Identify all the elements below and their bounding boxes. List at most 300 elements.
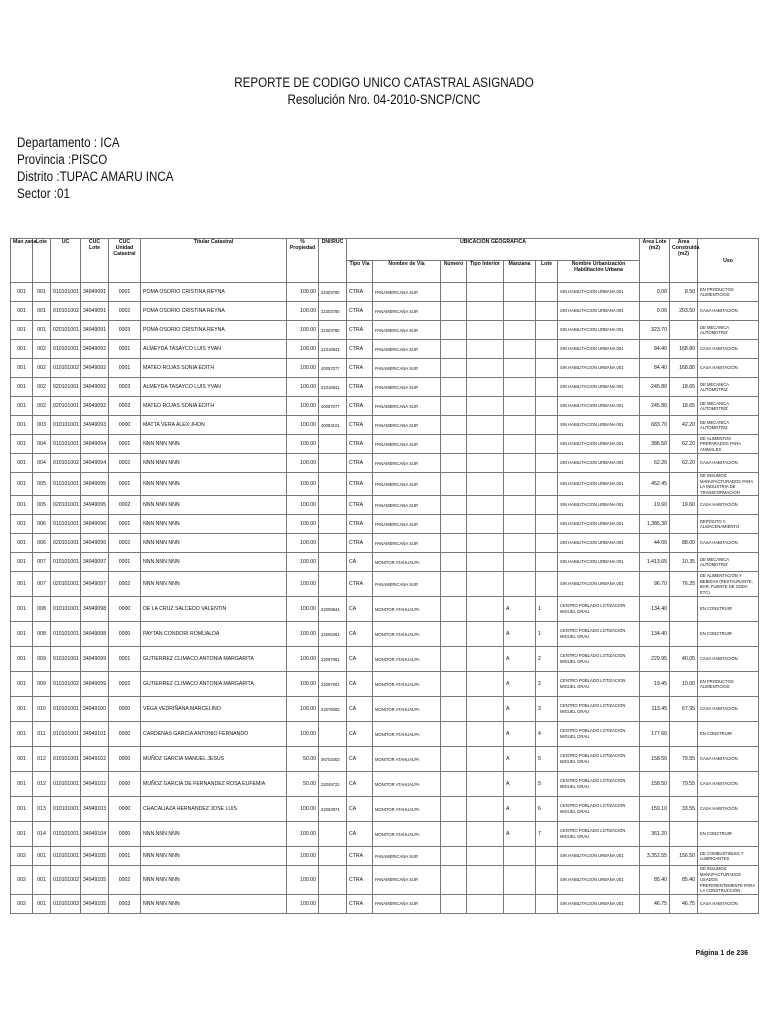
cell-tipo-via: CTRA [347, 340, 373, 359]
cell-urbanizacion: CENTRO POBLADO LOTIZACION MIGUEL GRAU [558, 647, 640, 672]
cell-nombre-via: PANAMERICANA SUR [373, 866, 441, 895]
cell-propiedad: 100.00 [287, 797, 319, 822]
cell-cuc-lote: 34949099 [81, 672, 109, 697]
cell-propiedad: 100.00 [287, 397, 319, 416]
cell-urbanizacion: CENTRO POBLADO LOTIZACION MIGUEL GRAU [558, 747, 640, 772]
cell-area-construida: 88.00 [670, 534, 698, 553]
cell-manzana: 001 [11, 597, 33, 622]
cell-tipo-via: CTRA [347, 321, 373, 340]
cell-urbanizacion: CENTRO POBLADO LOTIZACION MIGUEL GRAU [558, 822, 640, 847]
cell-numero [441, 822, 467, 847]
cell-propiedad: 100.00 [287, 847, 319, 866]
cell-titular: NNN NNN NNN [141, 822, 287, 847]
cell-area-construida: 40.05 [670, 647, 698, 672]
cell-dniruc [319, 473, 347, 496]
cell-numero [441, 496, 467, 515]
cell-numero [441, 378, 467, 397]
cell-titular: MATEO ROJAS SONIA EDITH [141, 397, 287, 416]
cell-uso: CASA HABITACIÓN [698, 797, 759, 822]
cell-numero [441, 553, 467, 572]
cell-manzana: 001 [11, 672, 33, 697]
cell-manzana2: A [504, 622, 536, 647]
cell-dniruc: 40057077 [319, 359, 347, 378]
col-tipo-interior: Tipo Interior [467, 261, 504, 283]
cell-titular: POMA OSORIO CRISTINA REYNA [141, 302, 287, 321]
cell-cuc-unidad: 0000 [109, 722, 141, 747]
cell-area-lote: 0.00 [640, 283, 670, 302]
cell-propiedad: 100.00 [287, 822, 319, 847]
cell-lote: 012 [33, 747, 51, 772]
cell-urbanizacion: SIN HABILITACION URBANA 001 [558, 416, 640, 435]
cell-uc: 020101001 [51, 378, 81, 397]
cell-numero [441, 647, 467, 672]
cell-tipo-interior [467, 847, 504, 866]
cell-propiedad: 100.00 [287, 597, 319, 622]
cell-propiedad: 100.00 [287, 321, 319, 340]
col-uso: Uso [698, 239, 759, 283]
cell-uso: DE MECANICA AUTOMOTRIZ [698, 553, 759, 572]
cell-lote2 [536, 454, 558, 473]
cell-lote: 001 [33, 283, 51, 302]
cell-numero [441, 515, 467, 534]
cell-lote2 [536, 866, 558, 895]
table-row [11, 496, 759, 515]
cell-area-lote: 96.70 [640, 572, 670, 597]
cell-area-construida [670, 822, 698, 847]
cell-urbanizacion: SIN HABILITACION URBANA 001 [558, 435, 640, 454]
cell-tipo-interior [467, 515, 504, 534]
cell-numero [441, 572, 467, 597]
cell-cuc-unidad: 0000 [109, 622, 141, 647]
cell-tipo-interior [467, 894, 504, 913]
cell-uso: DE ALIMENTACIÓN Y BEBIDAS (RESTAURANTE, BAR, FUENTE DE SODA ETC) [698, 572, 759, 597]
cell-area-lote: 159.10 [640, 797, 670, 822]
cell-lote: 013 [33, 797, 51, 822]
provincia-label: Provincia :PISCO [17, 152, 108, 167]
cell-titular: VEGA VEDRIÑANA MARCELINO [141, 697, 287, 722]
cell-manzana: 001 [11, 302, 33, 321]
col-lote-2: Lote [536, 261, 558, 283]
cell-tipo-via: CTRA [347, 435, 373, 454]
cell-manzana: 001 [11, 722, 33, 747]
cell-dniruc: 40057077 [319, 397, 347, 416]
cell-lote2 [536, 340, 558, 359]
cell-uso: CASA HABITACIÓN [698, 697, 759, 722]
cell-uso: EN PRODUCTOS ALIMENTICIOS [698, 672, 759, 697]
cell-dniruc [319, 572, 347, 597]
cell-urbanizacion: SIN HABILITACION URBANA 001 [558, 515, 640, 534]
cell-cuc-lote: 34949092 [81, 378, 109, 397]
cell-tipo-interior [467, 722, 504, 747]
cell-nombre-via: PANAMERICANA SUR [373, 496, 441, 515]
cell-manzana: 001 [11, 647, 33, 672]
cell-uso: DE ALIMENTOS PREPARADOS PARA ANIMALES [698, 435, 759, 454]
cell-manzana: 002 [11, 894, 33, 913]
cell-uc: 010101002 [51, 359, 81, 378]
cell-tipo-via: CTRA [347, 496, 373, 515]
cell-manzana: 001 [11, 747, 33, 772]
cell-urbanizacion: SIN HABILITACION URBANA 001 [558, 397, 640, 416]
cell-lote: 009 [33, 647, 51, 672]
cell-propiedad: 50.00 [287, 747, 319, 772]
cell-propiedad: 100.00 [287, 697, 319, 722]
cell-area-lote: 452.45 [640, 473, 670, 496]
cell-titular: NNN NNN NNN [141, 454, 287, 473]
cell-uso: CASA HABITACIÓN [698, 747, 759, 772]
cell-nombre-via: MONITOR ATAHUALPA [373, 772, 441, 797]
cell-lote2 [536, 572, 558, 597]
cell-cuc-lote: 34949104 [81, 822, 109, 847]
cell-urbanizacion: SIN HABILITACION URBANA 001 [558, 340, 640, 359]
cell-uso: CASA HABITACIÓN [698, 454, 759, 473]
cell-manzana2: A [504, 822, 536, 847]
cell-tipo-via: CTRA [347, 454, 373, 473]
cell-area-lote: 46.75 [640, 894, 670, 913]
cell-urbanizacion: SIN HABILITACION URBANA 001 [558, 553, 640, 572]
cell-manzana: 001 [11, 772, 33, 797]
cell-uso: DE INSUMOS MANUFACTURADOS PARA LA INDUSTRIA DE TRANSFORMACIÓN [698, 473, 759, 496]
cell-cuc-lote: 34949092 [81, 340, 109, 359]
cell-cuc-unidad: 0000 [109, 747, 141, 772]
cell-uso: EN CONSTRUIR [698, 722, 759, 747]
table-row [11, 397, 759, 416]
cell-urbanizacion: SIN HABILITACION URBANA 001 [558, 454, 640, 473]
cell-area-construida: 18.65 [670, 397, 698, 416]
cell-nombre-via: MONITOR ATAHUALPA [373, 822, 441, 847]
cell-cuc-unidad: 0001 [109, 647, 141, 672]
cell-tipo-via: CA [347, 597, 373, 622]
cell-nombre-via: MONITOR ATAHUALPA [373, 797, 441, 822]
cell-area-lote: 245.80 [640, 397, 670, 416]
cell-uc: 010101001 [51, 622, 81, 647]
cell-lote2: 7 [536, 822, 558, 847]
table-row [11, 822, 759, 847]
report-subtitle: Resolución Nro. 04-2010-SNCP/CNC [287, 92, 481, 107]
cell-numero [441, 722, 467, 747]
cell-numero [441, 672, 467, 697]
cell-lote: 008 [33, 597, 51, 622]
cell-manzana: 001 [11, 797, 33, 822]
cell-uso: CASA HABITACIÓN [698, 647, 759, 672]
table-row [11, 747, 759, 772]
cell-tipo-interior [467, 697, 504, 722]
cell-propiedad: 100.00 [287, 572, 319, 597]
table-row [11, 894, 759, 913]
cell-numero [441, 534, 467, 553]
cell-cuc-lote: 34949091 [81, 302, 109, 321]
cell-propiedad: 100.00 [287, 515, 319, 534]
cell-lote: 004 [33, 435, 51, 454]
table-row [11, 697, 759, 722]
cell-dniruc: 22005361 [319, 622, 347, 647]
cell-manzana: 001 [11, 435, 33, 454]
cell-lote2: 3 [536, 697, 558, 722]
cell-cuc-unidad: 0001 [109, 847, 141, 866]
cell-cuc-unidad: 0002 [109, 302, 141, 321]
cell-area-lote: 19.45 [640, 672, 670, 697]
cell-cuc-lote: 34949096 [81, 515, 109, 534]
cell-titular: GUTIERREZ CLIMACO ANTONIA MARGARITA [141, 647, 287, 672]
cell-dniruc: 22097081 [319, 647, 347, 672]
report-title: REPORTE DE CODIGO UNICO CATASTRAL ASIGNADO [234, 75, 534, 90]
cell-area-lote: 323.70 [640, 321, 670, 340]
cell-titular: PAYTAN CONDORI ROMUALDA [141, 622, 287, 647]
cell-lote2 [536, 496, 558, 515]
cell-numero [441, 321, 467, 340]
cell-nombre-via: PANAMERICANA SUR [373, 847, 441, 866]
table-row [11, 847, 759, 866]
cell-area-lote: 1,386.30 [640, 515, 670, 534]
cell-cuc-unidad: 0003 [109, 397, 141, 416]
cell-dniruc: 22318841 [319, 378, 347, 397]
cell-tipo-interior [467, 321, 504, 340]
cell-dniruc: 22063974 [319, 797, 347, 822]
col-cuc-unidad: CUC Unidad Catastral [109, 239, 141, 283]
table-row [11, 534, 759, 553]
cell-lote: 003 [33, 416, 51, 435]
cell-uso: CASA HABITACIÓN [698, 772, 759, 797]
col-dniruc: DNI/RUC [319, 239, 347, 283]
cell-area-construida: 18.65 [670, 378, 698, 397]
col-area-lote: Area Lote (m2) [640, 239, 670, 283]
cell-area-lote: 19.60 [640, 496, 670, 515]
cell-propiedad: 100.00 [287, 894, 319, 913]
cell-tipo-interior [467, 866, 504, 895]
cell-titular: ALMEYDA TASAYCO LUIS YVAN [141, 378, 287, 397]
cell-nombre-via: PANAMERICANA SUR [373, 302, 441, 321]
cell-dniruc: 40083101 [319, 416, 347, 435]
distrito-label: Distrito :TUPAC AMARU INCA [17, 169, 174, 184]
cell-propiedad: 100.00 [287, 340, 319, 359]
cell-area-construida: 10.35 [670, 553, 698, 572]
cell-titular: MATEO ROJAS SONIA EDITH [141, 359, 287, 378]
cell-manzana: 001 [11, 622, 33, 647]
cell-cuc-unidad: 0001 [109, 515, 141, 534]
cell-titular: POMA OSORIO CRISTINA REYNA [141, 283, 287, 302]
cell-cuc-lote: 34949105 [81, 866, 109, 895]
cell-manzana2: A [504, 797, 536, 822]
cell-uc: 010101001 [51, 722, 81, 747]
cell-propiedad: 100.00 [287, 378, 319, 397]
cell-cuc-lote: 34949094 [81, 435, 109, 454]
cell-tipo-interior [467, 340, 504, 359]
cell-numero [441, 454, 467, 473]
cell-uc: 010101002 [51, 866, 81, 895]
cell-tipo-interior [467, 553, 504, 572]
cell-tipo-via: CA [347, 722, 373, 747]
cell-titular: DE LA CRUZ SALCEDO VALENTIN [141, 597, 287, 622]
table-row [11, 647, 759, 672]
cell-lote: 008 [33, 622, 51, 647]
cell-lote2: 5 [536, 747, 558, 772]
cell-numero [441, 416, 467, 435]
cell-tipo-interior [467, 397, 504, 416]
cell-titular: CHACALIAZA HERNANDEZ JOSE LUIS [141, 797, 287, 822]
cell-numero [441, 302, 467, 321]
cell-tipo-via: CTRA [347, 572, 373, 597]
cell-urbanizacion: SIN HABILITACION URBANA 001 [558, 359, 640, 378]
cell-uc: 010101001 [51, 847, 81, 866]
cell-lote2: 5 [536, 772, 558, 797]
cell-dniruc: 06703403 [319, 747, 347, 772]
cell-nombre-via: MONITOR ATAHUALPA [373, 553, 441, 572]
cell-uc: 020101001 [51, 397, 81, 416]
cell-lote2 [536, 473, 558, 496]
cell-tipo-interior [467, 597, 504, 622]
cell-area-construida: 79.55 [670, 772, 698, 797]
table-row [11, 772, 759, 797]
cell-manzana2 [504, 894, 536, 913]
cell-cuc-lote: 34949102 [81, 772, 109, 797]
cell-tipo-via: CA [347, 772, 373, 797]
cell-cuc-lote: 34949092 [81, 359, 109, 378]
cell-manzana2 [504, 572, 536, 597]
cell-manzana: 001 [11, 359, 33, 378]
cell-uc: 010101001 [51, 553, 81, 572]
page-indicator: Página 1 de 236 [695, 950, 748, 957]
cell-cuc-lote: 34949103 [81, 797, 109, 822]
cell-nombre-via: MONITOR ATAHUALPA [373, 622, 441, 647]
cell-urbanizacion: SIN HABILITACION URBANA 001 [558, 534, 640, 553]
cell-uso: DE MECANICA AUTOMOTRIZ [698, 378, 759, 397]
cell-uso: EN CONSTRUIR [698, 822, 759, 847]
cell-titular: ALMEYDA TASAYCO LUIS YVAN [141, 340, 287, 359]
cell-nombre-via: PANAMERICANA SUR [373, 340, 441, 359]
cell-manzana2 [504, 847, 536, 866]
cell-uc: 020101001 [51, 496, 81, 515]
cell-titular: NNN NNN NNN [141, 894, 287, 913]
cell-tipo-interior [467, 672, 504, 697]
cell-manzana2 [504, 454, 536, 473]
cell-lote: 002 [33, 378, 51, 397]
cell-tipo-via: CTRA [347, 473, 373, 496]
cell-lote2 [536, 515, 558, 534]
cell-tipo-via: CA [347, 797, 373, 822]
cell-uc: 010101001 [51, 647, 81, 672]
cell-area-construida: 62.20 [670, 435, 698, 454]
cell-nombre-via: MONITOR ATAHUALPA [373, 647, 441, 672]
cell-uso: CASA HABITACIÓN [698, 340, 759, 359]
cell-nombre-via: MONITOR ATAHUALPA [373, 747, 441, 772]
cell-lote: 014 [33, 822, 51, 847]
cell-cuc-unidad: 0003 [109, 894, 141, 913]
cell-manzana: 001 [11, 697, 33, 722]
cell-area-construida: 203.50 [670, 302, 698, 321]
cell-tipo-via: CA [347, 747, 373, 772]
cell-manzana2 [504, 473, 536, 496]
cell-numero [441, 894, 467, 913]
cell-lote: 001 [33, 302, 51, 321]
cell-tipo-via: CTRA [347, 866, 373, 895]
cell-titular: MUÑOZ GARCIA MANUEL JESUS [141, 747, 287, 772]
cell-area-lote: 44.00 [640, 534, 670, 553]
cell-lote2 [536, 416, 558, 435]
cell-urbanizacion: CENTRO POBLADO LOTIZACION MIGUEL GRAU [558, 772, 640, 797]
cell-cuc-lote: 34949091 [81, 283, 109, 302]
cell-titular: NNN NNN NNN [141, 866, 287, 895]
cell-area-construida: 79.55 [670, 747, 698, 772]
cell-uc: 010101001 [51, 747, 81, 772]
cell-manzana: 001 [11, 496, 33, 515]
cell-tipo-via: CTRA [347, 302, 373, 321]
cell-lote: 007 [33, 553, 51, 572]
cell-lote2 [536, 283, 558, 302]
cell-tipo-interior [467, 496, 504, 515]
cell-nombre-via: PANAMERICANA SUR [373, 894, 441, 913]
cell-manzana2 [504, 416, 536, 435]
cell-area-lote: 158.50 [640, 747, 670, 772]
cell-cuc-lote: 34949093 [81, 416, 109, 435]
cell-manzana: 001 [11, 378, 33, 397]
cell-lote: 006 [33, 534, 51, 553]
col-manzana: Man zana [11, 239, 33, 283]
cell-manzana2 [504, 340, 536, 359]
col-numero: Número [441, 261, 467, 283]
cell-cuc-lote: 34949095 [81, 496, 109, 515]
table-row [11, 866, 759, 895]
cell-titular: GUTIERREZ CLIMACO ANTONIA MARGARITA [141, 672, 287, 697]
cell-uso: CASA HABITACIÓN [698, 302, 759, 321]
cell-urbanizacion: CENTRO POBLADO LOTIZACION MIGUEL GRAU [558, 672, 640, 697]
cell-uc: 010101001 [51, 515, 81, 534]
cell-uc: 010101002 [51, 454, 81, 473]
cell-lote: 001 [33, 321, 51, 340]
cell-numero [441, 797, 467, 822]
cell-area-construida: 19.60 [670, 496, 698, 515]
cell-cuc-lote: 34949094 [81, 454, 109, 473]
cell-manzana2: A [504, 722, 536, 747]
cell-nombre-via: PANAMERICANA SUR [373, 321, 441, 340]
cell-numero [441, 772, 467, 797]
cell-area-construida [670, 597, 698, 622]
cell-cuc-unidad: 0001 [109, 340, 141, 359]
cell-manzana2 [504, 359, 536, 378]
cell-cuc-unidad: 0003 [109, 321, 141, 340]
cell-urbanizacion: CENTRO POBLADO LOTIZACION MIGUEL GRAU [558, 697, 640, 722]
cell-lote: 011 [33, 722, 51, 747]
cell-manzana2 [504, 534, 536, 553]
cell-cuc-unidad: 0002 [109, 454, 141, 473]
cell-manzana: 001 [11, 454, 33, 473]
table-row [11, 572, 759, 597]
cell-lote: 012 [33, 772, 51, 797]
cell-tipo-interior [467, 283, 504, 302]
cell-cuc-lote: 34949098 [81, 622, 109, 647]
cell-urbanizacion: CENTRO POBLADO LOTIZACION MIGUEL GRAU [558, 597, 640, 622]
cell-numero [441, 473, 467, 496]
cell-uc: 010101001 [51, 435, 81, 454]
cell-uc: 010101001 [51, 340, 81, 359]
cell-dniruc: 22005844 [319, 597, 347, 622]
cell-area-lote: 134.40 [640, 622, 670, 647]
cell-area-lote: 245.80 [640, 378, 670, 397]
cell-cuc-lote: 34949092 [81, 397, 109, 416]
cell-nombre-via: PANAMERICANA SUR [373, 515, 441, 534]
report-header [54, 74, 714, 108]
cell-nombre-via: PANAMERICANA SUR [373, 473, 441, 496]
cell-tipo-interior [467, 572, 504, 597]
cell-manzana2: A [504, 697, 536, 722]
cell-area-construida: 67.95 [670, 697, 698, 722]
cell-lote2 [536, 302, 558, 321]
col-nombre-via: Nombre de Vía [373, 261, 441, 283]
cell-lote: 001 [33, 847, 51, 866]
cell-cuc-unidad: 0000 [109, 822, 141, 847]
cell-titular: NNN NNN NNN [141, 553, 287, 572]
cell-dniruc [319, 454, 347, 473]
cell-area-lote: 361.20 [640, 822, 670, 847]
cell-tipo-via: CTRA [347, 894, 373, 913]
